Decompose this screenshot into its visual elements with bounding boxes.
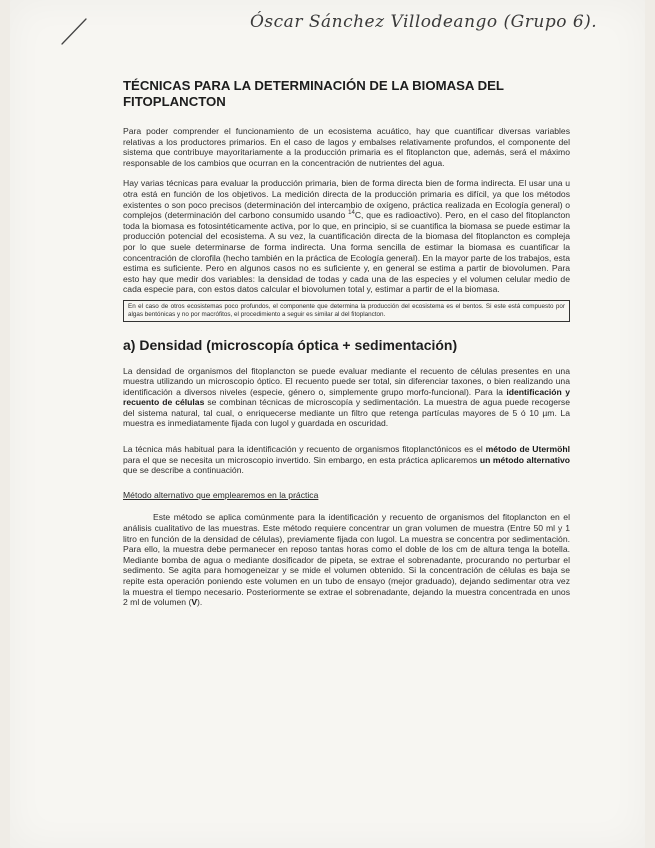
sa-p2-part-b: para el que se necesita un microscopio invertido. Sin embargo, en esta práctica aplicaremos — [123, 454, 480, 465]
sa-p1-part-a: La densidad de organismos del fitoplancton se puede evaluar mediante el recuento de células presentes en una muestra utilizando un microscopio óptico. El recuento puede ser total, sin diferenciar taxones, o bien realizando una identificación a diversos niveles (especie, género o, simplemente grupo morfo-funcional). Para la — [123, 365, 570, 397]
pen-stroke-icon — [60, 16, 90, 46]
intro-paragraph-1: Para poder comprender el funcionamiento de un ecosistema acuático, hay que cuantificar diversas variables relativas a los productores primarios. En el caso de lagos y embalses relativamente profundos, el componente del sistema que contribuye mayoritariamente a la producción primaria es el fitoplancton que, además, será el máximo responsable de los cambios que ocurran en la concentración de nutrientes del agua. — [123, 126, 570, 168]
section-a-paragraph-1 — [123, 366, 570, 430]
sa-p1-bold: identificación y recuento de células — [123, 386, 570, 408]
boxed-note: En el caso de otros ecosistemas poco profundos, el componente que determina la producción del ecosistema es el bentos. Si este está compuesto por algas bentónicas y no por macrófitos, el procedimiento a seguir es similar al del fitoplancton. — [123, 300, 570, 322]
sa-p2-bold-alternativo: un método alternativo — [479, 454, 571, 465]
sa-p3-bold-v: V — [191, 597, 198, 608]
isotope-superscript: 14 — [348, 210, 355, 217]
sa-p2-part-c: que se describe a continuación. — [123, 465, 244, 476]
method-subheading: Método alternativo que emplearemos en la práctica — [123, 489, 319, 500]
sa-p3-part-b: ). — [197, 597, 203, 608]
section-a-paragraph-3 — [123, 512, 570, 607]
intro-paragraph-2 — [123, 178, 570, 295]
section-a-paragraph-2 — [123, 444, 570, 476]
document-body — [123, 78, 570, 608]
document-title: TÉCNICAS PARA LA DETERMINACIÓN DE LA BIOMASA DEL FITOPLANCTON — [123, 78, 504, 109]
sa-p1-part-b: se combinan técnicas de microscopía y sedimentación. La muestra de agua puede recogerse del sistema natural, tal cual, o enriquecerse mediante un filtro que retenga partículas mayores de 5 ó 10 µm. La muestra es inmediatamente fijada con lugol y guardada en oscuridad. — [123, 397, 570, 429]
handwritten-name: Óscar Sánchez Villodeango (Grupo 6). — [250, 12, 598, 32]
sa-p2-bold-utermohl: método de Utermöhl — [485, 444, 570, 455]
document-page — [10, 0, 645, 848]
intro-p2-part-b: C, que es radioactivo). Pero, en el caso del fitoplancton toda la biomasa es fotosintéticamente activa, por lo que, en principio, si se cuantifica la biomasa se puede estimar la producción potencial del ecosistema. A su vez, la cuantificación directa de la biomasa del fitoplancton es compleja por lo que suele determinarse de forma indirecta. Una forma sencilla de estimar la biomasa es cuantificar la concentración de clorofila (hecho también en la práctica de Ecología general). En la mayor parte de los trabajos, esta estima es suficiente. Pero en algunos casos no es suficiente y, en general se estima a partir de biovolumen. Para esto hay que medir dos variables: la densidad de todas y cada una de las especies y el volumen celular medio de cada especie para, con estos datos calcular el biovolumen total y, estimar a partir de el la biomasa. — [123, 210, 570, 295]
sa-p3-part-a: Este método se aplica comúnmente para la identificación y recuento de organismos del fitoplancton en el análisis cualitativo de las muestras. Este método requiere concentrar un gran volumen de muestra (Entre 50 ml y 1 litro en función de la densidad de células), previamente fijada con lugol. La muestra se concentra por sedimentación. Para ello, la muestra debe permanecer en reposo tantas horas como el doble de los cm de altura tenga la botella. Mediante bomba de agua o mediante dosificador de pipeta, se extrae el sobrenadante, procurando no perturbar el sedimento. Se agita para homogeneizar y se mide el volumen obtenido. Si la concentración de células es baja se repite esta operación poniendo este volumen en un tubo de ensayo (mejor graduado), dejando sedimentar otra vez la muestra el tiempo necesario. Posteriormente se extrae el sobrenadante, dejando la muestra concentrada en unos 2 ml de volumen ( — [123, 512, 570, 608]
intro-p2-part-a: Hay varias técnicas para evaluar la producción primaria, bien de forma directa bien de forma indirecta. El usar una u otra está en función de los objetivos. La medición directa de la producción primaria es difícil, ya que los métodos existentes o son poco precisos (determinación del intercambio de oxígeno, práctica realizada en Ecología general) o complejos (determinación del carbono consumido usando — [123, 178, 570, 221]
section-a-heading: a) Densidad (microscopía óptica + sedimentación) — [123, 336, 458, 353]
sa-p2-part-a: La técnica más habitual para la identificación y recuento de organismos fitoplanctónicos es el — [123, 444, 486, 455]
